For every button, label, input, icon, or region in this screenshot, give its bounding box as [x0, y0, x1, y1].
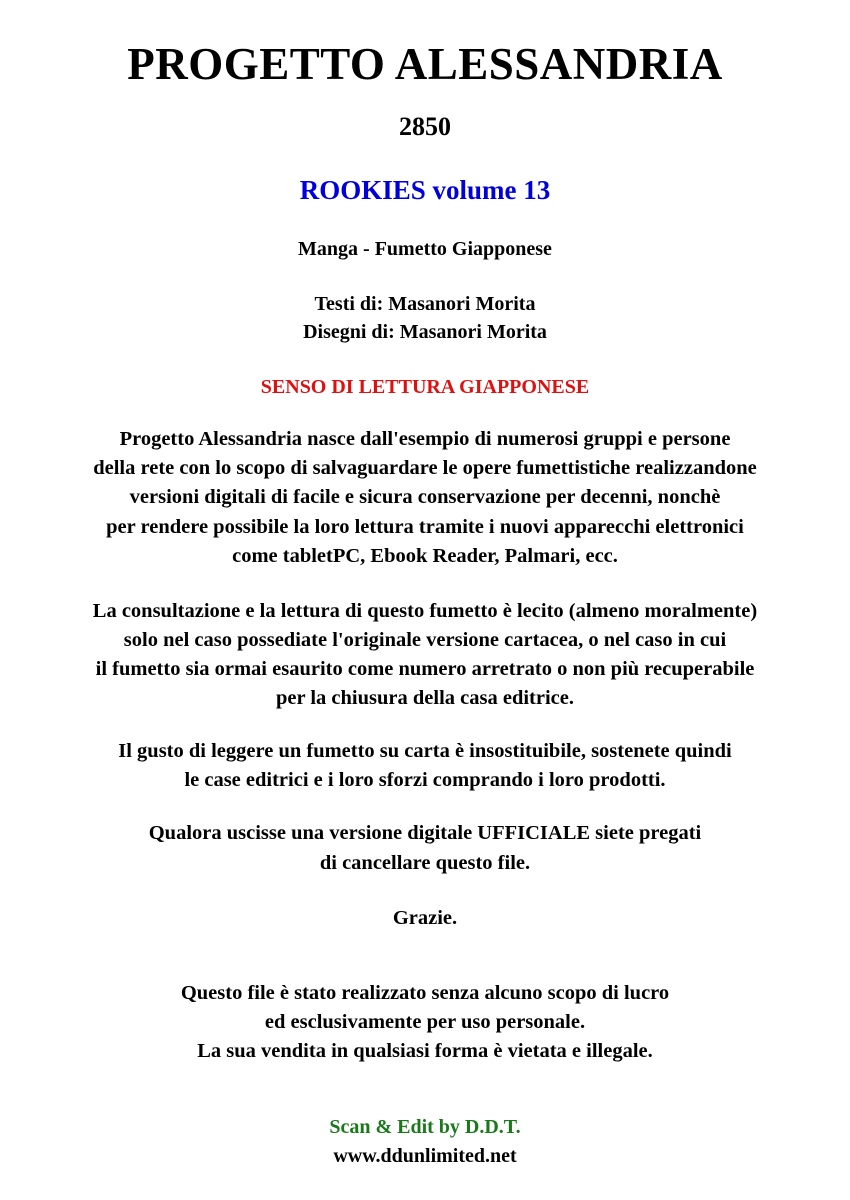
- thanks-line: Grazie.: [392, 906, 458, 929]
- paragraph-line: ed esclusivamente per uso personale.: [264, 1010, 586, 1033]
- credits-block: [303, 291, 547, 346]
- paragraph-line: per la chiusura della casa editrice.: [276, 687, 574, 710]
- scan-credit: Scan & Edit by D.D.T.: [329, 1116, 521, 1138]
- credit-artist: Disegni di: Masanori Morita: [303, 320, 547, 343]
- paragraph-official-release: [30, 819, 820, 877]
- page-footer: [0, 1116, 850, 1168]
- paragraph-line: come tabletPC, Ebook Reader, Palmari, ecc.: [232, 544, 618, 567]
- paragraph-line: per rendere possibile la loro lettura tramite i nuovi apparecchi elettronici: [106, 515, 744, 538]
- paragraph-line: La sua vendita in qualsiasi forma è vietata e illegale.: [197, 1039, 653, 1062]
- genre-label: Manga - Fumetto Giapponese: [298, 238, 552, 260]
- reading-direction-notice: SENSO DI LETTURA GIAPPONESE: [260, 376, 590, 399]
- paragraph-line: le case editrici e i loro sforzi comprando i loro prodotti.: [184, 769, 666, 792]
- paragraph-line: La consultazione e la lettura di questo fumetto è lecito (almeno moralmente): [92, 599, 758, 622]
- paragraph-line: della rete con lo scopo di salvaguardare le opere fumettistiche realizzandone: [93, 457, 757, 480]
- paragraph-line: Il gusto di leggere un fumetto su carta è insostituibile, sostenete quindi: [118, 740, 732, 763]
- paragraph-support-publishers: [30, 737, 820, 795]
- paragraph-line: solo nel caso possediate l'originale versione cartacea, o nel caso in cui: [123, 628, 727, 651]
- website-url[interactable]: www.ddunlimited.net: [333, 1145, 517, 1167]
- paragraph-line: Progetto Alessandria nasce dall'esempio di numerosi gruppi e persone: [119, 428, 731, 451]
- paragraph-line: Qualora uscisse una versione digitale UFFICIALE siete pregati: [148, 822, 702, 845]
- page-title: PROGETTO ALESSANDRIA: [127, 39, 723, 89]
- catalog-code: 2850: [399, 112, 451, 141]
- paragraph-line: il fumetto sia ormai esaurito come numero arretrato o non più recuperabile: [95, 657, 755, 680]
- paragraph-line: versioni digitali di facile e sicura conservazione per decenni, nonchè: [129, 486, 721, 509]
- credit-writer: Testi di: Masanori Morita: [314, 293, 536, 315]
- series-title: ROOKIES volume 13: [299, 175, 551, 205]
- paragraph-line: di cancellare questo file.: [319, 851, 531, 874]
- paragraph-legal-conditions: [30, 597, 820, 713]
- paragraph-mission: [30, 425, 820, 571]
- paragraph-non-profit-notice: [30, 979, 820, 1066]
- paragraph-line: Questo file è stato realizzato senza alcuno scopo di lucro: [180, 981, 670, 1004]
